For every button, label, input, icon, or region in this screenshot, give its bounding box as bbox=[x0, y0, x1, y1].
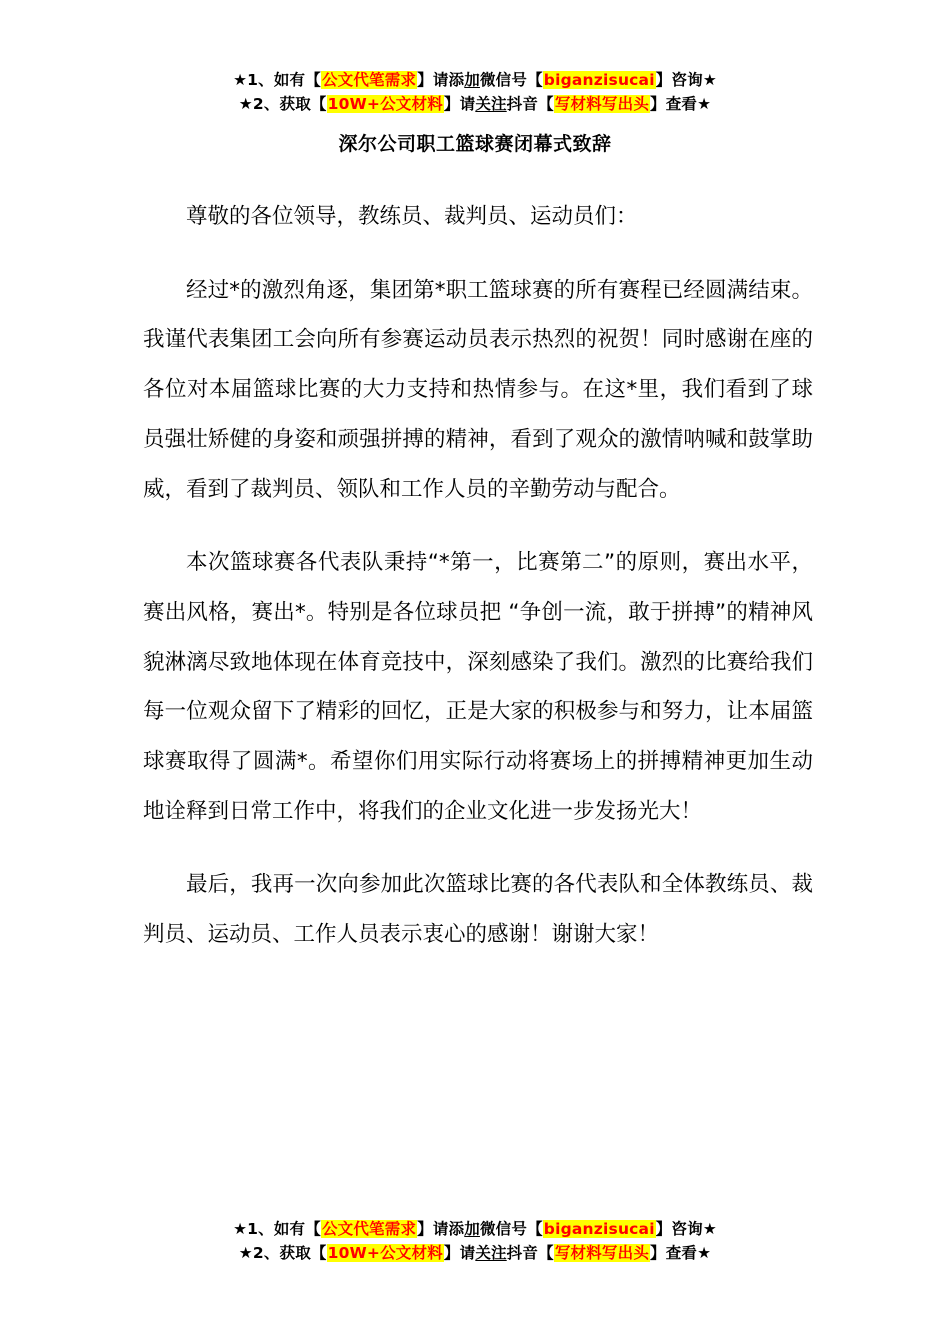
promo-text: ★1、如有【 bbox=[233, 71, 321, 89]
promo-text: 】查看★ bbox=[650, 95, 712, 113]
promo-highlight-service: 公文代笔需求 bbox=[321, 1220, 417, 1238]
promo-line-2 bbox=[0, 1241, 950, 1265]
promo-highlight-wechat-id: biganzisucai bbox=[543, 71, 655, 89]
promo-highlight-douyin-account: 写材料写出头 bbox=[554, 95, 650, 113]
promo-text: 抖音【 bbox=[506, 1244, 554, 1262]
promo-highlight-materials: 10W+公文材料 bbox=[327, 95, 443, 113]
promo-text: 抖音【 bbox=[506, 95, 554, 113]
promo-banner-top bbox=[0, 68, 950, 116]
promo-underlined-text: 加 bbox=[464, 1220, 480, 1238]
promo-text: 】咨询★ bbox=[655, 1220, 717, 1238]
promo-underlined-text: 关注 bbox=[475, 1244, 507, 1262]
promo-highlight-wechat-id: biganzisucai bbox=[543, 1220, 655, 1238]
promo-highlight-service: 公文代笔需求 bbox=[321, 71, 417, 89]
promo-highlight-douyin-account: 写材料写出头 bbox=[554, 1244, 650, 1262]
promo-text: 】请添 bbox=[417, 71, 465, 89]
promo-line-1 bbox=[0, 68, 950, 92]
closing-paragraph: 最后，我再一次向参加此次篮球比赛的各代表队和全体教练员、裁判员、运动员、工作人员表示衷心的感谢！谢谢大家！ bbox=[143, 872, 813, 948]
promo-text: ★2、获取【 bbox=[238, 1244, 327, 1262]
promo-text: 微信号【 bbox=[479, 1220, 543, 1238]
promo-text: 】查看★ bbox=[650, 1244, 712, 1262]
promo-text: 】请 bbox=[443, 1244, 476, 1262]
body-paragraph: 本次篮球赛各代表队秉持“*第一，比赛第二”的原则，赛出水平，赛出风格，赛出*。特别是各位球员把 “争创一流，敢于拼搏”的精神风貌淋漓尽致地体现在体育竞技中，深刻感染了我们。激烈的比赛给我们每一位观众留下了精彩的回忆，正是大家的积极参与和努力，让本届篮球赛取得了圆满*。希望你们用实际行动将赛场上的拼搏精神更加生动地诠释到日常工作中，将我们的企业文化进一步发扬光大！ bbox=[143, 550, 813, 824]
promo-text: 】咨询★ bbox=[655, 71, 717, 89]
promo-text: 】请添 bbox=[417, 1220, 465, 1238]
promo-text: ★1、如有【 bbox=[233, 1220, 321, 1238]
promo-text: 】请 bbox=[443, 95, 476, 113]
document-body bbox=[143, 192, 813, 960]
promo-underlined-text: 加 bbox=[464, 71, 480, 89]
promo-banner-bottom bbox=[0, 1217, 950, 1265]
promo-underlined-text: 关注 bbox=[475, 95, 507, 113]
promo-line-1 bbox=[0, 1217, 950, 1241]
promo-line-2 bbox=[0, 92, 950, 116]
promo-text: 微信号【 bbox=[479, 71, 543, 89]
promo-highlight-materials: 10W+公文材料 bbox=[327, 1244, 443, 1262]
promo-text: ★2、获取【 bbox=[238, 95, 327, 113]
document-title: 深尔公司职工篮球赛闭幕式致辞 bbox=[338, 133, 612, 155]
salutation-paragraph: 尊敬的各位领导，教练员、裁判员、运动员们： bbox=[186, 204, 638, 229]
body-paragraph: 经过*的激烈角逐，集团第*职工篮球赛的所有赛程已经圆满结束。我谨代表集团工会向所有参赛运动员表示热烈的祝贺！同时感谢在座的各位对本届篮球比赛的大力支持和热情参与。在这*里，我们看到了球员强壮矫健的身姿和顽强拼搏的精神，看到了观众的激情呐喊和鼓掌助威，看到了裁判员、领队和工作人员的辛勤劳动与配合。 bbox=[143, 277, 813, 502]
